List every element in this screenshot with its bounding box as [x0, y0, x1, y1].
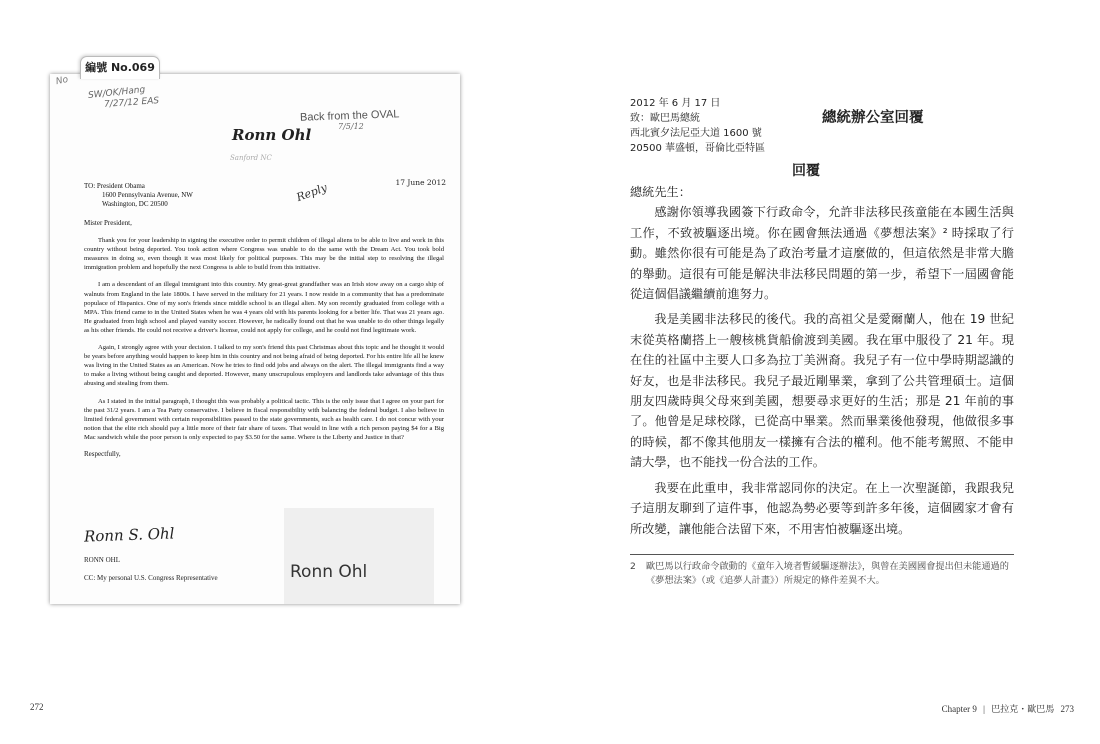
- header-line: 2012 年 6 月 17 日: [630, 98, 721, 109]
- page-number-left: 272: [30, 702, 44, 712]
- footnote-text: 歐巴馬以行政命令啟動的《童年入境者暫緩驅逐辦法》，與曾在美國國會提出但未能通過的《夢想法案》（或《追夢人計畫》）所規定的條件差異不大。: [646, 561, 1009, 586]
- recipient-address: [84, 182, 444, 209]
- address-line: 1600 Pennsylvania Avenue, NW: [102, 191, 193, 199]
- scanned-letter: [50, 74, 460, 604]
- greeting: 總統先生：: [630, 185, 691, 199]
- letterhead-city: Sanford NC: [230, 154, 272, 162]
- translated-letter: [630, 182, 1014, 544]
- letter-paragraph: As I stated in the initial paragraph, I thought this was probably a political tactic. This is the only issue that I agree on your part for the past 31/2 years. I am a Tea Party conservative. I believe in fiscal responsibility with balancing the federal budget. I also believe in limited federal government with certain responsibilities passed to the state governments, such as health care. I do not concur with your notion that the elite rich should pay a little more of their fair share of taxes. That would in line with a rich person paying $4 for a Big Mac sandwich while the poor person is only expected to pay $3.50 for the same. Where is the Liberty and Justice in that?: [84, 397, 444, 441]
- page-footer-right: [938, 702, 1074, 715]
- letter-paragraph: Thank you for your leadership in signing the executive order to permit children of illegal aliens to be able to live and work in this country without being deported. You took action where Congress was unable to do the same with the Dream Act. You took bold measures in doing so, even though it was most likely for political purposes. This may be the initial step to resolving the illegal immigration problem and hopefully the next Congress is able to build from this initiative.: [84, 237, 444, 272]
- reply-mark: Reply: [294, 180, 329, 205]
- handwritten-note: 7/27/12 EAS: [103, 96, 160, 110]
- stamp-date: 7/5/12: [338, 122, 364, 131]
- closing: Respectfully,: [84, 449, 121, 458]
- letter-body: [84, 182, 444, 459]
- footnote-divider: [630, 554, 1014, 555]
- name-label-box: [284, 508, 434, 604]
- letter-paragraph: Again, I strongly agree with your decision. I talked to my son's friend this past Christmas about this topic and he thought it would be years before anything would happen to keep him in this country and not being afraid of being deported. For his entire life all he knew was living in the United States as an American. Now he tries to find odd jobs and always on the alert. The illegal immigrants find a way to make a living without being caught and deported. However, many unscrupulous employers and landlords take advantage of this thus abusing and stealing from them.: [84, 344, 444, 388]
- translated-paragraph: 感謝你領導我國簽下行政命令，允許非法移民孩童能在本國生活與工作，不致被驅逐出境。你在國會無法通過《夢想法案》² 時採取了行動。雖然你很有可能是為了政治考量才這麼做的，但這依然是非常大膽的舉動。這很有可能是解決非法移民問題的第一步，希望下一屆國會能從這個倡議繼續前進努力。: [630, 205, 1014, 302]
- signature: Ronn S. Ohl: [83, 524, 175, 546]
- translated-paragraph: 我是美國非法移民的後代。我的高祖父是愛爾蘭人，他在 19 世紀末從英格蘭搭上一艘核桃貨船偷渡到美國。我在軍中服役了 21 年。現在住的社區中主要人口多為拉丁美洲裔。我兒子有一位中學時期認識的好友，也是非法移民。我兒子最近剛畢業，拿到了公共管理碩士。這個朋友四歲時與父母來到美國，想要尋求更好的生活；那是 21 年前的事了。他曾是足球校隊，已從高中畢業。然而畢業後他發現，他做很多事的時候，都不像其他朋友一樣擁有合法的權利。他不能考駕照、不能申請大學，也不能找一份合法的工作。: [630, 312, 1014, 470]
- letterhead-name: Ronn Ohl: [232, 126, 312, 144]
- section-title: 總統辦公室回覆: [822, 110, 924, 126]
- chapter-label: Chapter 9: [941, 704, 977, 714]
- right-page: [550, 0, 1100, 744]
- translated-paragraph: 我要在此重申，我非常認同你的決定。在上一次聖誕節，我跟我兒子這朋友聊到了這件事，他認為勢必要等到許多年後，這個國家才會有所改變，讓他能合法留下來，不用害怕被驅逐出境。: [630, 480, 1014, 536]
- handwritten-name: Ronn Ohl: [290, 562, 368, 582]
- translation-header: [630, 96, 765, 156]
- page-number-right: 273: [1060, 704, 1074, 714]
- salutation: Mister President,: [84, 219, 132, 227]
- oval-office-stamp: Back from the OVAL: [299, 108, 400, 124]
- letter-paragraph: I am a descendant of an illegal immigrant into this country. My great-great grandfather was an Irish stow away on a cargo ship of walnuts from England in the late 1800s. I have served in the military for 21 years. I now reside in a community that has a predominate populace of Hispanics. One of my son's friends since middle school is an illegal alien. My son recently graduated from college with a MPA. This friend came to in the United States when he was 4 years old with his parents looking for a better life. That was 21 years ago. He graduated from high school and played varsity soccer. However, he radically found out that he was unable to do other things legally as his other friends. He could not receive a driver's license, could not apply for college, and he could not find legitimate work.: [84, 281, 444, 334]
- footer-separator: |: [983, 704, 985, 714]
- footnote-number: 2: [630, 561, 636, 572]
- address-line: Washington, DC 20500: [102, 200, 168, 208]
- reply-heading: 回覆: [792, 163, 820, 179]
- archive-number-tab: 編號 No.069: [80, 56, 160, 79]
- chapter-name: 巴拉克・歐巴馬: [991, 704, 1055, 714]
- signer-name: RONN OHL: [84, 556, 120, 564]
- header-line: 西北賓夕法尼亞大道 1600 號: [630, 128, 762, 139]
- header-line: 20500 華盛頓，哥倫比亞特區: [630, 143, 765, 154]
- cc-line: CC: My personal U.S. Congress Representative: [84, 574, 218, 582]
- address-line: TO: President Obama: [84, 182, 145, 190]
- handwritten-note: SW/OK/Hang: [87, 85, 146, 101]
- letter-date: 17 June 2012: [395, 178, 446, 187]
- handwritten-note: No: [55, 74, 70, 88]
- header-line: 致：歐巴馬總統: [630, 113, 700, 124]
- footnote: [630, 560, 1014, 588]
